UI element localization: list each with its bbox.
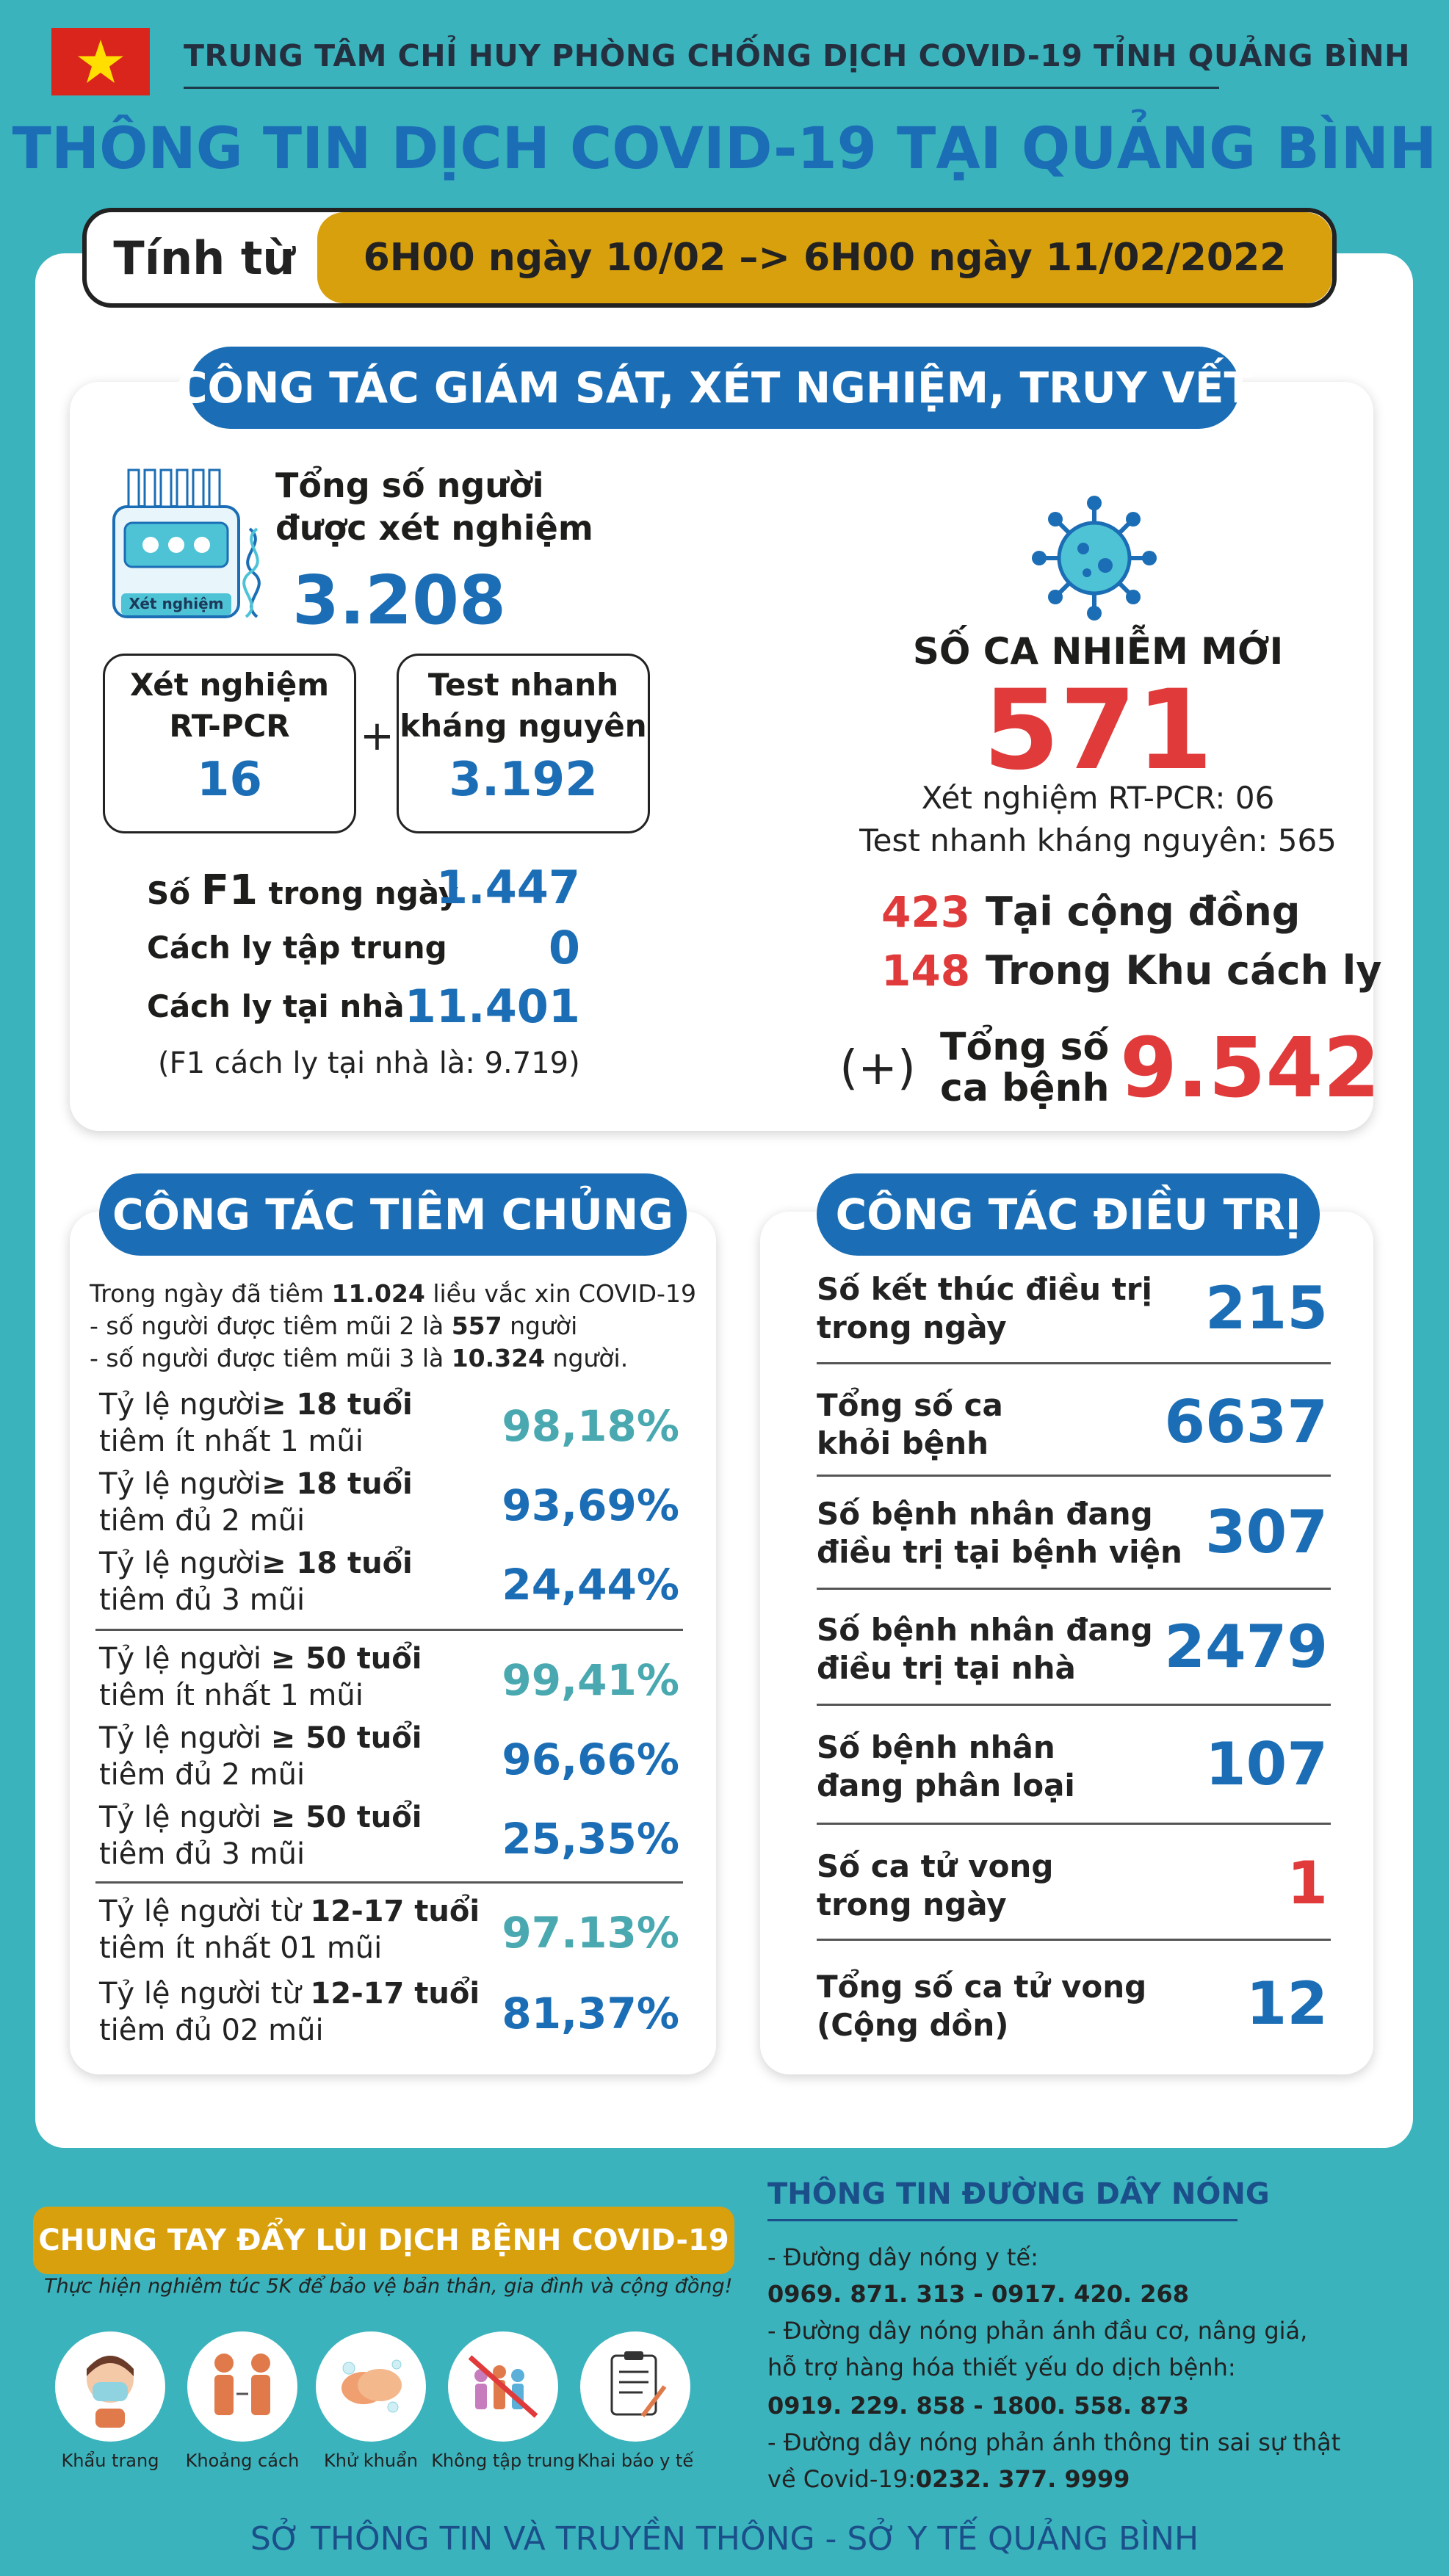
tested-label: [275, 464, 593, 549]
vaccination-row-label: Tỷ lệ người≥ 18 tuổi tiêm đủ 2 mũi: [99, 1467, 413, 1538]
treatment-row-value: 107: [1205, 1730, 1328, 1798]
vietnam-flag-icon: [51, 28, 150, 95]
home-quarantine-value: 11.401: [404, 980, 580, 1033]
virus-icon: [1025, 496, 1164, 621]
machine-label: Xét nghiệm: [129, 595, 224, 612]
central-quarantine-value: 0: [548, 921, 580, 974]
rapid-label: [399, 665, 648, 747]
report-period: [82, 208, 1337, 308]
vaccination-row-value: 99,41%: [502, 1655, 679, 1705]
tested-value: 3.208: [292, 561, 507, 640]
vaccination-row-label: Tỷ lệ người từ 12-17 tuổi tiêm ít nhất 01 mũi: [99, 1895, 480, 1965]
treatment-row-label: Số bệnh nhân đang điều trị tại bệnh viện: [817, 1496, 1182, 1570]
treatment-row-label: Số ca tử vong trong ngày: [817, 1848, 1054, 1922]
treatment-divider: [817, 1475, 1331, 1477]
tested-label-line2: được xét nghiệm: [275, 508, 593, 548]
organization-name: TRUNG TÂM CHỈ HUY PHÒNG CHỐNG DỊCH COVID-19 TỈNH QUẢNG BÌNH: [184, 38, 1410, 73]
vaccination-row-value: 93,69%: [502, 1480, 679, 1530]
intro-number: 11.024: [331, 1279, 425, 1308]
total-plus-sign: (+): [839, 1041, 916, 1096]
campaign-subtitle: Thực hiện nghiêm túc 5K để bảo vệ bản thân, gia đình và cộng đồng!: [44, 2275, 733, 2298]
intro-text: người.: [545, 1344, 629, 1372]
new-cases-rtpcr: Xét nghiệm RT-PCR: 06: [921, 780, 1275, 816]
treatment-divider: [817, 1588, 1331, 1590]
declaration-icon: [580, 2331, 690, 2442]
quarantine-cases-label: Trong Khu cách ly: [986, 947, 1382, 994]
vaccination-divider: [95, 1881, 683, 1884]
no-gathering-label: Không tập trung: [431, 2450, 575, 2471]
treatment-row-value: 215: [1205, 1274, 1328, 1342]
hotline-text: - Đường dây nóng y tế:: [767, 2243, 1038, 2271]
hotline-numbers: 0969. 871. 313 - 0917. 420. 268: [767, 2280, 1190, 2308]
intro-text: liều vắc xin COVID-19: [424, 1279, 696, 1308]
hotline-text: hỗ trợ hàng hóa thiết yếu do dịch bệnh:: [767, 2354, 1236, 2381]
page-title: THÔNG TIN DỊCH COVID-19 TẠI QUẢNG BÌNH: [12, 116, 1437, 182]
intro-line: [90, 1278, 707, 1310]
treatment-row-value: 307: [1205, 1498, 1328, 1566]
intro-number: 10.324: [451, 1344, 546, 1372]
rtpcr-label-line2: RT-PCR: [169, 708, 290, 744]
vaccination-row-value: 98,18%: [502, 1401, 679, 1451]
distance-icon: [187, 2331, 297, 2442]
rtpcr-label-line1: Xét nghiệm: [130, 667, 329, 703]
intro-text: - số người được tiêm mũi 2 là: [90, 1311, 452, 1340]
rapid-test-box: [397, 654, 650, 833]
treatment-row-label: Số bệnh nhân đang điều trị tại nhà: [817, 1612, 1153, 1686]
rapid-label-line1: Test nhanh: [427, 667, 619, 703]
handwash-icon: [316, 2331, 426, 2442]
hotline-text: về Covid-19:: [767, 2465, 916, 2493]
mask-icon: [55, 2331, 165, 2442]
surveillance-title: CÔNG TÁC GIÁM SÁT, XÉT NGHIỆM, TRUY VẾT: [189, 347, 1240, 429]
central-quarantine-label: Cách ly tập trung: [147, 930, 447, 966]
f1-prefix: Số: [147, 875, 191, 911]
f1-big: F1: [200, 866, 258, 914]
total-cases-value: 9.542: [1120, 1021, 1381, 1116]
rtpcr-label: [105, 665, 354, 747]
vaccination-row-label: Tỷ lệ người≥ 18 tuổi tiêm đủ 3 mũi: [99, 1546, 413, 1617]
mask-label: Khẩu trang: [61, 2450, 159, 2471]
treatment-divider: [817, 1823, 1331, 1825]
intro-text: Trong ngày đã tiêm: [90, 1279, 332, 1308]
header-divider: [184, 87, 1219, 89]
vaccination-title: CÔNG TÁC TIÊM CHỦNG: [99, 1173, 687, 1256]
total-label-line2: ca bệnh: [940, 1066, 1110, 1110]
distance-label: Khoảng cách: [185, 2450, 300, 2471]
vaccination-row-label: Tỷ lệ người ≥ 50 tuổi tiêm đủ 2 mũi: [99, 1721, 422, 1792]
hotline-title: THÔNG TIN ĐƯỜNG DÂY NÓNG: [767, 2177, 1270, 2211]
treatment-row-value: 12: [1246, 1969, 1328, 2038]
treatment-divider: [817, 1704, 1331, 1706]
period-value: 6H00 ngày 10/02 –> 6H00 ngày 11/02/2022: [317, 212, 1332, 303]
rapid-label-line2: kháng nguyên: [400, 708, 647, 744]
treatment-row-value: 2479: [1164, 1613, 1328, 1681]
tested-label-line1: Tổng số người: [275, 466, 544, 505]
new-cases-rapid: Test nhanh kháng nguyên: 565: [859, 822, 1337, 858]
treatment-row-value: 1: [1287, 1849, 1328, 1917]
quarantine-cases-value: 148: [881, 946, 971, 996]
vaccination-row-label: Tỷ lệ người ≥ 50 tuổi tiêm đủ 3 mũi: [99, 1801, 422, 1871]
period-label: Tính từ: [113, 231, 295, 285]
vaccination-row-label: Tỷ lệ người ≥ 50 tuổi tiêm ít nhất 1 mũi: [99, 1642, 422, 1712]
home-quarantine-label: Cách ly tại nhà: [147, 988, 405, 1024]
campaign-slogan: CHUNG TAY ĐẨY LÙI DỊCH BỆNH COVID-19: [33, 2207, 734, 2274]
hotline-text: - Đường dây nóng phản ánh đầu cơ, nâng giá,: [767, 2317, 1308, 2345]
hotline-numbers: 0232. 377. 9999: [915, 2465, 1130, 2493]
vaccination-row-label: Tỷ lệ người từ 12-17 tuổi tiêm đủ 02 mũi: [99, 1977, 480, 2047]
treatment-divider: [817, 1362, 1331, 1364]
intro-text: - số người được tiêm mũi 3 là: [90, 1344, 452, 1372]
vaccination-row-value: 24,44%: [502, 1560, 679, 1610]
total-cases-label: [940, 1027, 1110, 1109]
f1-value: 1.447: [436, 861, 580, 914]
treatment-row-value: 6637: [1164, 1388, 1328, 1456]
treatment-title: CÔNG TÁC ĐIỀU TRỊ: [817, 1173, 1320, 1256]
vaccination-row-value: 25,35%: [502, 1814, 679, 1864]
treatment-divider: [817, 1939, 1331, 1941]
treatment-row-label: Tổng số ca tử vong (Cộng dồn): [817, 1969, 1147, 2043]
hotline-numbers: 0919. 229. 858 - 1800. 558. 873: [767, 2392, 1190, 2420]
vaccination-row-value: 96,66%: [502, 1734, 679, 1784]
community-cases-value: 423: [881, 887, 971, 937]
rapid-value: 3.192: [449, 753, 598, 807]
treatment-row-label: Số bệnh nhân đang phân loại: [817, 1729, 1075, 1803]
intro-text: người: [502, 1311, 578, 1340]
community-cases-label: Tại cộng đồng: [986, 889, 1301, 935]
no-gathering-icon: [448, 2331, 558, 2442]
hotline-divider: [767, 2219, 1237, 2221]
test-machine-icon: [99, 455, 272, 632]
vaccination-intro: [90, 1278, 707, 1375]
rtpcr-value: 16: [196, 753, 263, 807]
intro-line: [90, 1310, 707, 1342]
intro-number: 557: [451, 1311, 502, 1340]
footer-credit: SỞ THÔNG TIN VÀ TRUYỀN THÔNG - SỞ Y TẾ QUẢNG BÌNH: [250, 2520, 1199, 2558]
plus-sign: +: [360, 712, 394, 760]
vaccination-divider: [95, 1629, 683, 1631]
total-label-line1: Tổng số: [940, 1025, 1110, 1069]
hotline-text: - Đường dây nóng phản ánh thông tin sai sự thật: [767, 2428, 1341, 2456]
vaccination-row-value: 81,37%: [502, 1989, 679, 2038]
declaration-label: Khai báo y tế: [577, 2450, 694, 2471]
vaccination-row-label: Tỷ lệ người≥ 18 tuổi tiêm ít nhất 1 mũi: [99, 1388, 413, 1458]
rtpcr-box: [103, 654, 356, 833]
intro-line: [90, 1342, 707, 1375]
new-cases-label: SỐ CA NHIỄM MỚI: [912, 630, 1284, 673]
treatment-row-label: Số kết thúc điều trị trong ngày: [817, 1271, 1152, 1345]
hotline-misinfo-line: [767, 2465, 1130, 2493]
f1-suffix: trong ngày: [268, 875, 459, 911]
treatment-row-label: Tổng số ca khỏi bệnh: [817, 1387, 1003, 1461]
handwash-label: Khử khuẩn: [323, 2450, 419, 2471]
new-cases-value: 571: [983, 667, 1213, 795]
vaccination-row-value: 97.13%: [502, 1908, 679, 1958]
f1-home-note: (F1 cách ly tại nhà là: 9.719): [158, 1046, 580, 1080]
